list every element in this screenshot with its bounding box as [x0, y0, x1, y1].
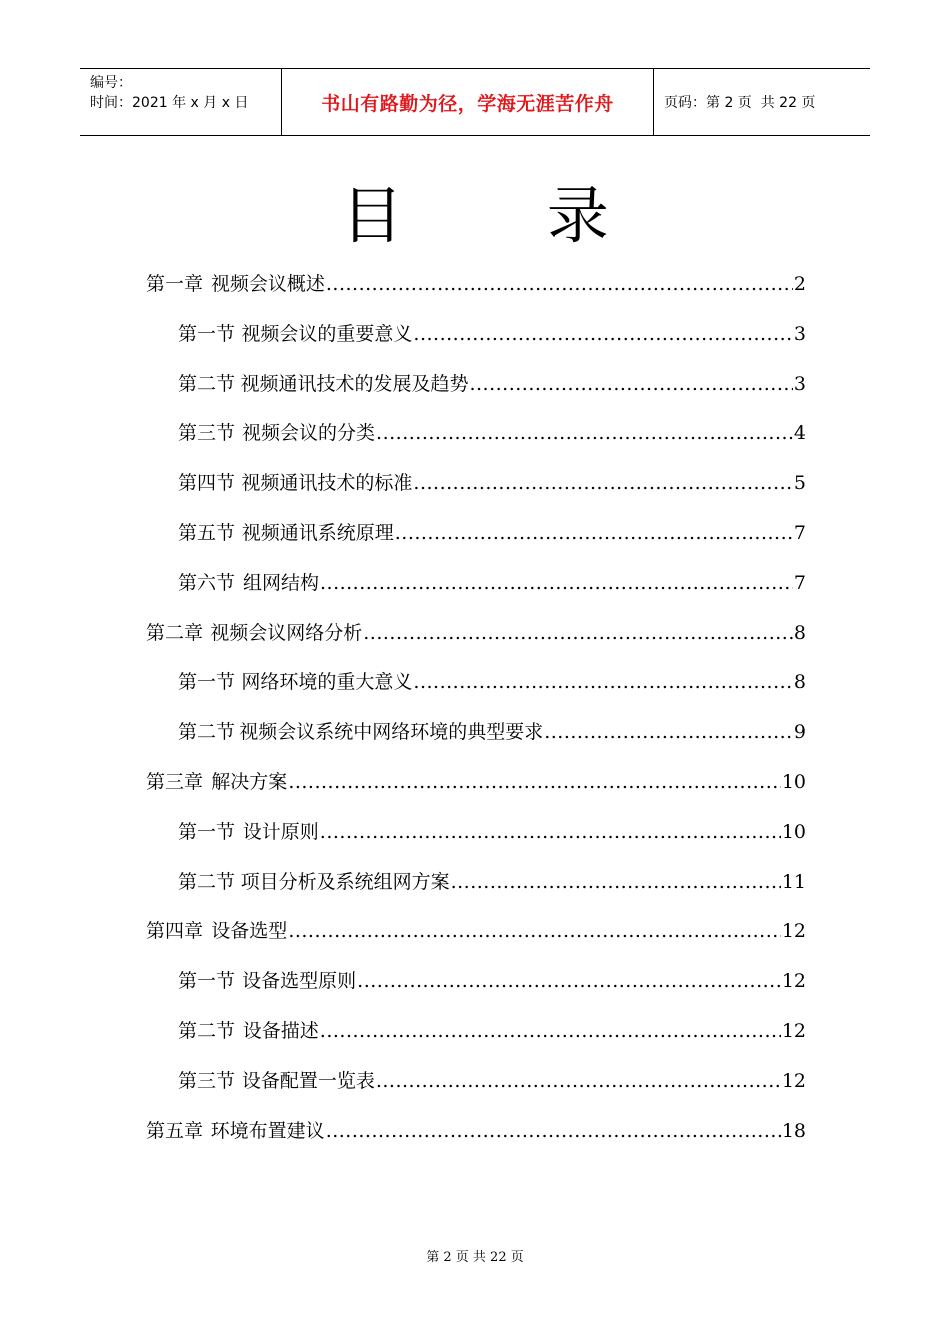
toc-leader-dots — [469, 368, 792, 400]
toc-entry-page: 12 — [781, 1020, 806, 1042]
toc-entry-number: 第二章 — [146, 622, 204, 644]
toc-leader-dots — [326, 1115, 781, 1147]
toc-entry-number: 第二节 — [178, 871, 236, 893]
header-page-info — [654, 69, 870, 135]
toc-entry-page: 3 — [793, 373, 806, 395]
toc-entry-number: 第四章 — [146, 920, 204, 942]
toc-entry[interactable] — [178, 866, 806, 898]
toc-entry[interactable] — [178, 666, 806, 698]
toc-entry[interactable] — [178, 816, 806, 848]
toc-entry-page: 8 — [793, 671, 806, 693]
toc-entry[interactable] — [146, 268, 806, 300]
toc-entry-title: 网络环境的重大意义 — [241, 671, 413, 693]
page-footer: 第 2 页 共 22 页 — [426, 1250, 524, 1265]
toc-entry-title: 设备选型原则 — [242, 970, 357, 992]
toc-entry[interactable] — [178, 517, 806, 549]
toc-entry-page: 11 — [781, 871, 806, 893]
toc-entry-title: 设备选型 — [211, 920, 288, 942]
document-header — [80, 68, 870, 136]
toc-leader-dots — [451, 866, 781, 898]
toc-entry-number: 第二节 — [178, 373, 236, 395]
toc-entry[interactable] — [178, 1015, 806, 1047]
time-label: 时间：2021 年 x 月 x 日 — [90, 95, 249, 111]
toc-entry-number: 第二节 — [178, 721, 236, 743]
toc-leader-dots — [376, 417, 793, 449]
toc-entry-page: 12 — [781, 920, 806, 942]
toc-entry[interactable] — [178, 716, 806, 748]
toc-leader-dots — [413, 666, 792, 698]
toc-entry-number: 第一节 — [178, 671, 236, 693]
toc-entry-page: 8 — [793, 622, 806, 644]
toc-entry-number: 第一章 — [146, 273, 204, 295]
toc-entry-title: 环境布置建议 — [210, 1120, 325, 1142]
toc-entry-page: 2 — [793, 273, 806, 295]
toc-entry-page: 10 — [781, 821, 806, 843]
header-motto-cell — [282, 69, 654, 135]
toc-entry-title: 视频会议网络分析 — [210, 622, 363, 644]
page-info-text: 页码：第 2 页 共 22 页 — [664, 95, 816, 111]
toc-entry-title: 项目分析及系统组网方案 — [240, 871, 450, 893]
toc-entry-title: 解决方案 — [211, 771, 288, 793]
toc-entry-page: 12 — [781, 1070, 806, 1092]
toc-entry-number: 第一节 — [178, 323, 236, 345]
toc-entry-page: 5 — [793, 472, 806, 494]
toc-entry-page: 4 — [793, 422, 806, 444]
toc-leader-dots — [288, 766, 781, 798]
toc-leader-dots — [395, 517, 793, 549]
toc-entry[interactable] — [146, 617, 806, 649]
toc-entry-page: 7 — [793, 572, 806, 594]
toc-leader-dots — [320, 816, 781, 848]
toc-entry-title: 视频通讯系统原理 — [241, 522, 394, 544]
toc-entry-page: 18 — [781, 1120, 806, 1142]
toc-entry-title: 视频会议系统中网络环境的典型要求 — [239, 721, 544, 743]
toc-leader-dots — [326, 268, 793, 300]
toc-entry-number: 第六节 — [178, 572, 236, 594]
toc-entry-title: 视频会议概述 — [210, 273, 325, 295]
motto-text: 书山有路勤为径，学海无涯苦作舟 — [321, 92, 614, 115]
toc-entry-title: 设备配置一览表 — [241, 1070, 375, 1092]
toc-leader-dots — [357, 965, 781, 997]
toc-leader-dots — [320, 567, 793, 599]
toc-entry-title: 视频会议的重要意义 — [241, 323, 413, 345]
toc-entry-title: 组网结构 — [242, 572, 319, 594]
toc-leader-dots — [544, 716, 793, 748]
toc-entry[interactable] — [178, 567, 806, 599]
toc-leader-dots — [413, 467, 792, 499]
toc-leader-dots — [320, 1015, 781, 1047]
toc-leader-dots — [363, 617, 793, 649]
toc-entry-number: 第三节 — [178, 1070, 236, 1092]
toc-entry-page: 3 — [793, 323, 806, 345]
toc-entry-number: 第五章 — [146, 1120, 204, 1142]
toc-entry-number: 第一节 — [178, 821, 236, 843]
toc-entry-title: 视频通讯技术的发展及趋势 — [240, 373, 469, 395]
toc-entry-title: 设备描述 — [242, 1020, 319, 1042]
toc-entry[interactable] — [178, 368, 806, 400]
serial-label: 编号： — [90, 75, 132, 91]
toc-entry[interactable] — [178, 1065, 806, 1097]
toc-entry[interactable] — [178, 318, 806, 350]
toc-entry-number: 第三节 — [178, 422, 236, 444]
toc-entry[interactable] — [178, 417, 806, 449]
toc-entry[interactable] — [146, 1115, 806, 1147]
toc-entry[interactable] — [146, 915, 806, 947]
toc-entry[interactable] — [178, 467, 806, 499]
toc-entry-number: 第四节 — [178, 472, 236, 494]
toc-entry-title: 视频会议的分类 — [242, 422, 376, 444]
toc-entry-page: 10 — [781, 771, 806, 793]
toc-leader-dots — [288, 915, 781, 947]
header-meta — [80, 69, 282, 135]
toc-entry-page: 7 — [793, 522, 806, 544]
page-title: 目 录 — [341, 179, 671, 252]
toc-entry[interactable] — [146, 766, 806, 798]
toc-entry-number: 第二节 — [178, 1020, 236, 1042]
toc-entry-number: 第三章 — [146, 771, 204, 793]
toc-entry-title: 视频通讯技术的标准 — [241, 472, 413, 494]
toc-leader-dots — [376, 1065, 781, 1097]
toc-entry-title: 设计原则 — [242, 821, 319, 843]
toc-leader-dots — [413, 318, 792, 350]
toc-entry-page: 12 — [781, 970, 806, 992]
toc-entry-page: 9 — [793, 721, 806, 743]
toc-entry[interactable] — [178, 965, 806, 997]
toc-entry-number: 第五节 — [178, 522, 236, 544]
toc-entry-number: 第一节 — [178, 970, 236, 992]
